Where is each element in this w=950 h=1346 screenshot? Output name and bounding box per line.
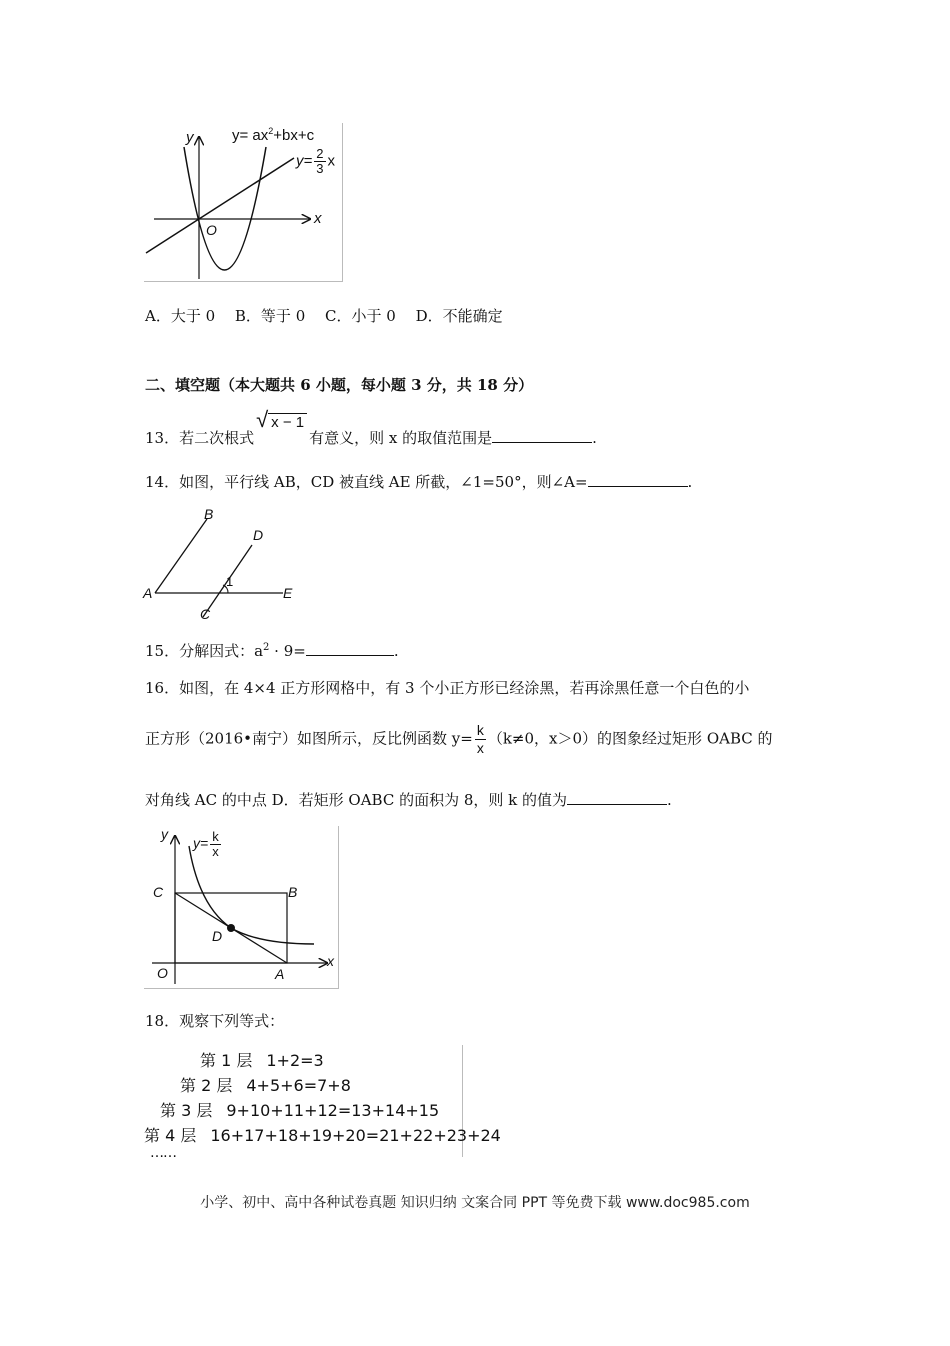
answer-blank-16[interactable] — [567, 790, 667, 805]
layer-row: 第 1 层 1+2=3 — [200, 1051, 324, 1070]
figure-parabola-line — [144, 123, 343, 282]
fig1-y-label: y — [186, 129, 194, 146]
inverse-function-graph — [144, 826, 338, 988]
line-graph — [146, 158, 294, 253]
question-15: 15．分解因式：$a^2 \cdot 9=$ . — [145, 642, 399, 660]
layers-ellipsis: …… — [150, 1145, 176, 1161]
parabola-equation: $y= ax^2+bx+c$ — [232, 126, 315, 144]
figure-parallel-lines — [143, 505, 298, 623]
point-D — [227, 924, 235, 932]
question-16-line3: 对角线 AC 的中点 D．若矩形 OABC 的面积为 8，则 k 的值为 . — [145, 791, 672, 809]
point-E-label: E — [283, 585, 293, 601]
answer-blank-13[interactable] — [492, 428, 592, 443]
question-14: 14．如图，平行线 AB，CD 被直线 AE 所截，∠1=50°，则∠A= . — [145, 473, 693, 491]
fig1-origin-label: O — [206, 222, 217, 238]
origin-O-label: O — [157, 965, 168, 981]
point-B-label: B — [204, 506, 214, 522]
question-18: 18．观察下列等式： — [145, 1012, 285, 1030]
question-16-line1: 16．如图，在 4×4 正方形网格中，有 3 个小正方形已经涂黑，若再涂黑任意一个白色的小 — [145, 679, 750, 697]
page-footer: 小学、初中、高中各种试卷真题 知识归纳 文案合同 PPT 等免费下载 www.doc985.com — [200, 1195, 750, 1211]
parallel-lines-graph — [143, 505, 298, 623]
layer-row: 第 2 层 4+5+6=7+8 — [180, 1076, 351, 1095]
point-D-label: D — [253, 527, 264, 543]
point-C-label: C — [153, 884, 164, 900]
parabola-curve — [184, 147, 266, 270]
fig1-x-label: x — [314, 210, 322, 227]
answer-blank-15[interactable] — [306, 641, 394, 656]
fig16-x-label: x — [327, 953, 334, 969]
answer-blank-14[interactable] — [588, 472, 688, 487]
sqrt-expression: √ x − 1 — [256, 407, 307, 433]
section2-title: 二、填空题（本大题共 6 小题，每小题 3 分，共 18 分） — [145, 376, 534, 394]
line-AB — [155, 519, 207, 593]
question-16-line2: 正方形（2016•南宁）如图所示，反比例函数 y= $\frac{k}{x}$ （k≠0，x＞0）的图象经过矩形 OABC 的 — [145, 722, 773, 756]
q12-options: A．大于 0 B．等于 0 C．小于 0 D．不能确定 — [145, 307, 503, 325]
layer-row: 第 4 层 16+17+18+19+20=21+22+23+24 — [144, 1126, 501, 1145]
layer-row: 第 3 层 9+10+11+12=13+14+15 — [160, 1101, 440, 1120]
point-A-label: A — [143, 585, 153, 601]
fig16-equation: y= $\frac{k}{x}$ — [193, 829, 219, 859]
fig16-y-label: y — [161, 826, 168, 842]
angle-1-label: 1 — [226, 574, 234, 589]
layers-figure — [144, 1045, 501, 1161]
point-B-label: B — [288, 884, 298, 900]
point-D-label: D — [212, 928, 223, 944]
point-A-label: A — [275, 966, 285, 982]
point-C-label: C — [200, 606, 211, 622]
line-equation: y= $\frac{2}{3}$ x — [296, 146, 335, 176]
question-13: 13．若二次根式√ x − 1有意义，则 x 的取值范围是 . — [145, 407, 597, 447]
figure-inverse-function — [144, 826, 339, 989]
